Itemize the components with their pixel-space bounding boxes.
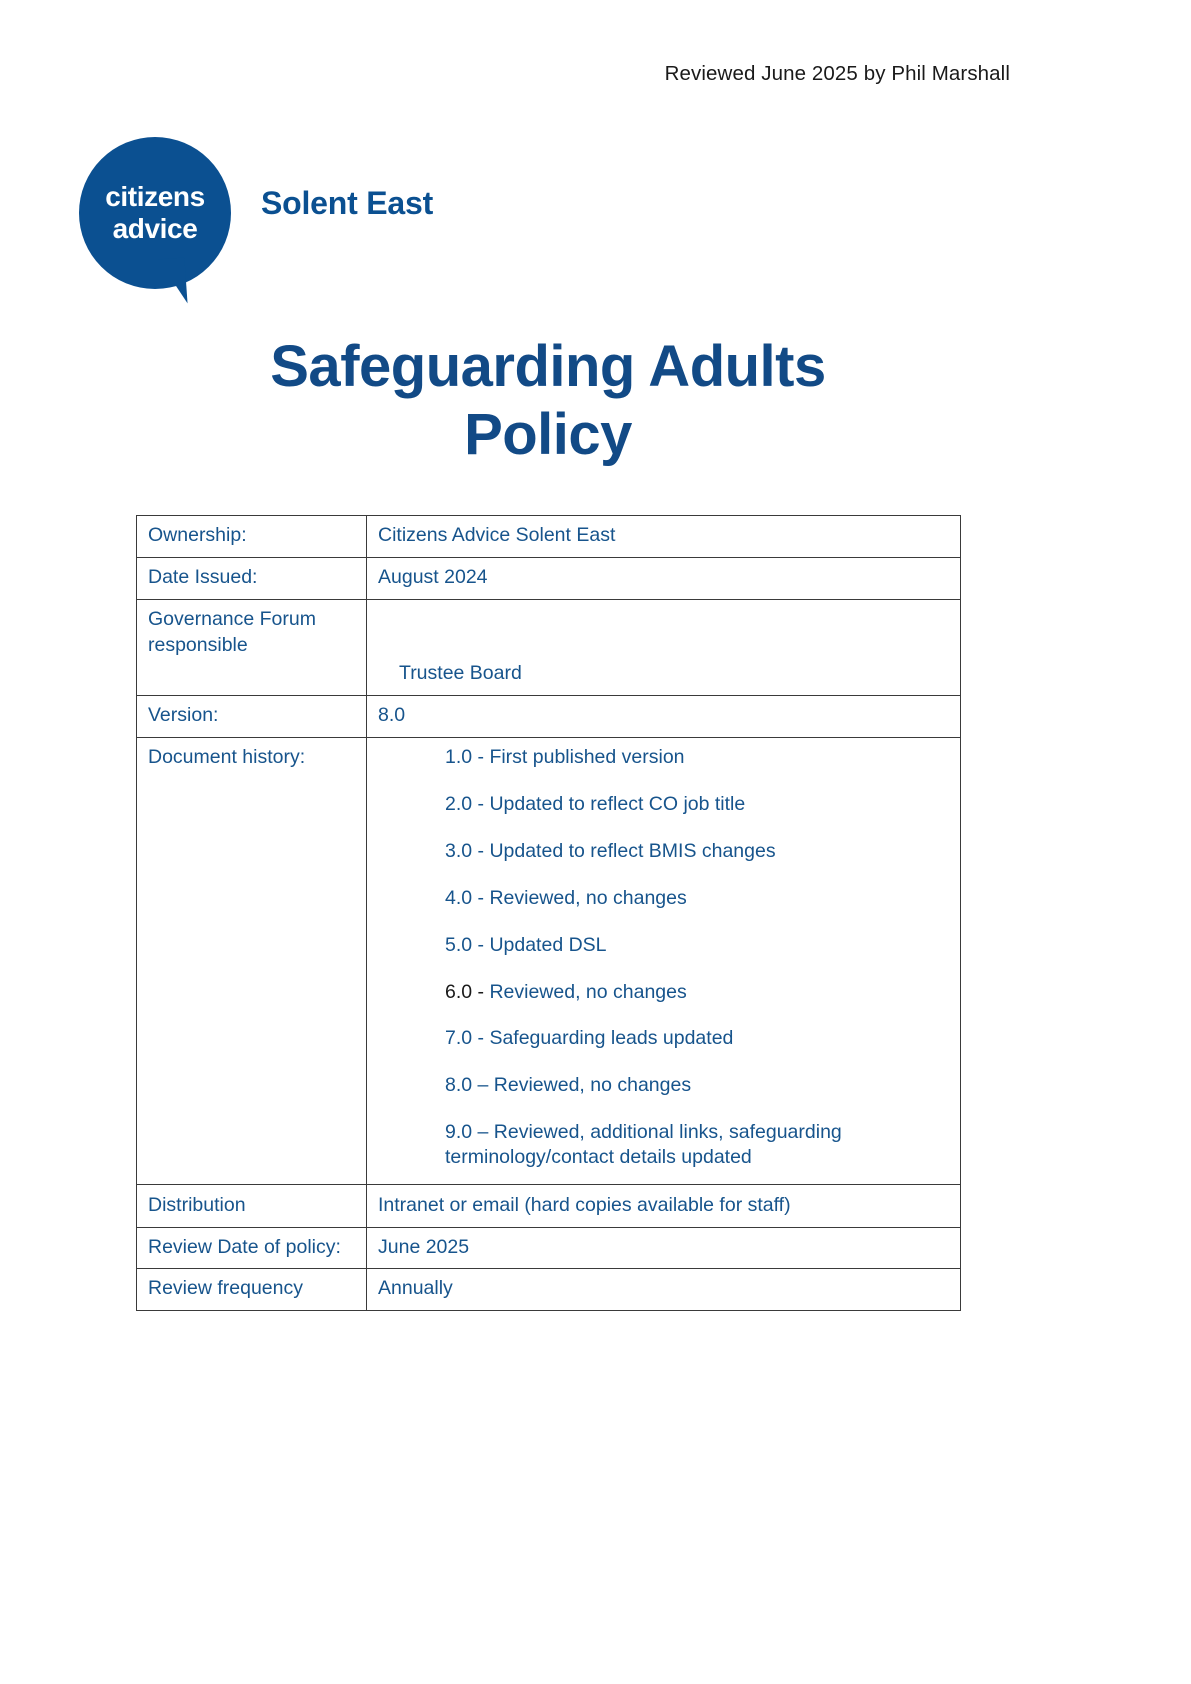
document-history-item-version: 3.0 - <box>445 839 490 862</box>
cell-value-governance-forum-wrapper <box>367 599 961 695</box>
document-title <box>136 333 960 470</box>
cell-label-review-date: Review Date of policy: <box>137 1228 367 1269</box>
document-history-item <box>378 792 951 817</box>
cell-value-ownership: Citizens Advice Solent East <box>367 516 961 558</box>
cell-label-review-frequency: Review frequency <box>137 1269 367 1311</box>
document-title-line-2: Policy <box>464 402 632 468</box>
table-row-review-date <box>137 1228 961 1269</box>
document-history-item <box>378 980 951 1005</box>
cell-label-document-history: Document history: <box>137 737 367 1185</box>
cell-value-document-history <box>367 737 961 1185</box>
document-history-item <box>378 1026 951 1051</box>
logo-wordmark <box>79 137 231 289</box>
document-history-item-version: 6.0 - <box>445 980 490 1003</box>
table-row-ownership <box>137 516 961 558</box>
cell-value-date-issued: August 2024 <box>367 557 961 599</box>
logo-word-advice: advice <box>112 212 198 244</box>
document-history-item-version: 8.0 – <box>445 1074 494 1097</box>
cell-value-review-frequency: Annually <box>367 1269 961 1311</box>
document-history-item <box>378 745 951 770</box>
cell-value-version: 8.0 <box>367 695 961 737</box>
page-header-review-note: Reviewed June 2025 by Phil Marshall <box>664 62 1010 85</box>
cell-label-date-issued: Date Issued: <box>137 557 367 599</box>
document-history-item-text: Safeguarding leads updated <box>489 1027 734 1050</box>
document-history-item-text: Updated to reflect CO job title <box>489 792 746 815</box>
table-row-review-frequency <box>137 1269 961 1311</box>
organisation-logo <box>79 137 433 303</box>
table-row-date-issued <box>137 557 961 599</box>
logo-word-citizens: citizens <box>105 181 205 213</box>
document-history-item-version: 1.0 - <box>445 745 490 768</box>
document-history-item <box>378 886 951 911</box>
document-history-item-text: Reviewed, no changes <box>489 980 687 1003</box>
cell-label-distribution: Distribution <box>137 1185 367 1228</box>
document-history-item-version: 4.0 - <box>445 886 490 909</box>
document-history-item-version: 7.0 - <box>445 1027 490 1050</box>
document-history-item-text: First published version <box>489 745 685 768</box>
logo-office-name: Solent East <box>261 185 434 221</box>
cell-value-governance-forum: Trustee Board <box>399 661 522 684</box>
document-history-item-text: Reviewed, additional links, safeguarding terminology/contact details updated <box>445 1121 842 1169</box>
table-row-governance-forum <box>137 599 961 695</box>
document-history-item-text: Updated DSL <box>489 933 607 956</box>
document-history-item-text: Updated to reflect BMIS changes <box>489 839 776 862</box>
citizens-advice-speech-bubble-icon <box>79 137 231 303</box>
document-history-item-version: 2.0 - <box>445 792 490 815</box>
document-history-item <box>378 839 951 864</box>
cell-label-ownership: Ownership: <box>137 516 367 558</box>
document-history-item <box>378 1120 951 1170</box>
cell-label-version: Version: <box>137 695 367 737</box>
document-history-item-text: Reviewed, no changes <box>489 886 687 909</box>
document-history-item <box>378 1073 951 1098</box>
table-row-version <box>137 695 961 737</box>
table-row-distribution <box>137 1185 961 1228</box>
cell-label-governance-forum: Governance Forum responsible <box>137 599 367 695</box>
document-metadata-table <box>136 515 961 1311</box>
document-history-list <box>378 745 951 1177</box>
document-title-line-1: Safeguarding Adults <box>270 334 826 399</box>
document-history-item <box>378 933 951 958</box>
cell-value-distribution: Intranet or email (hard copies available for staff) <box>367 1185 961 1228</box>
table-row-document-history <box>137 737 961 1185</box>
document-history-item-text: Reviewed, no changes <box>493 1074 692 1097</box>
document-history-item-version: 5.0 - <box>445 933 490 956</box>
document-history-item-version: 9.0 – <box>445 1121 494 1144</box>
cell-value-review-date: June 2025 <box>367 1228 961 1269</box>
